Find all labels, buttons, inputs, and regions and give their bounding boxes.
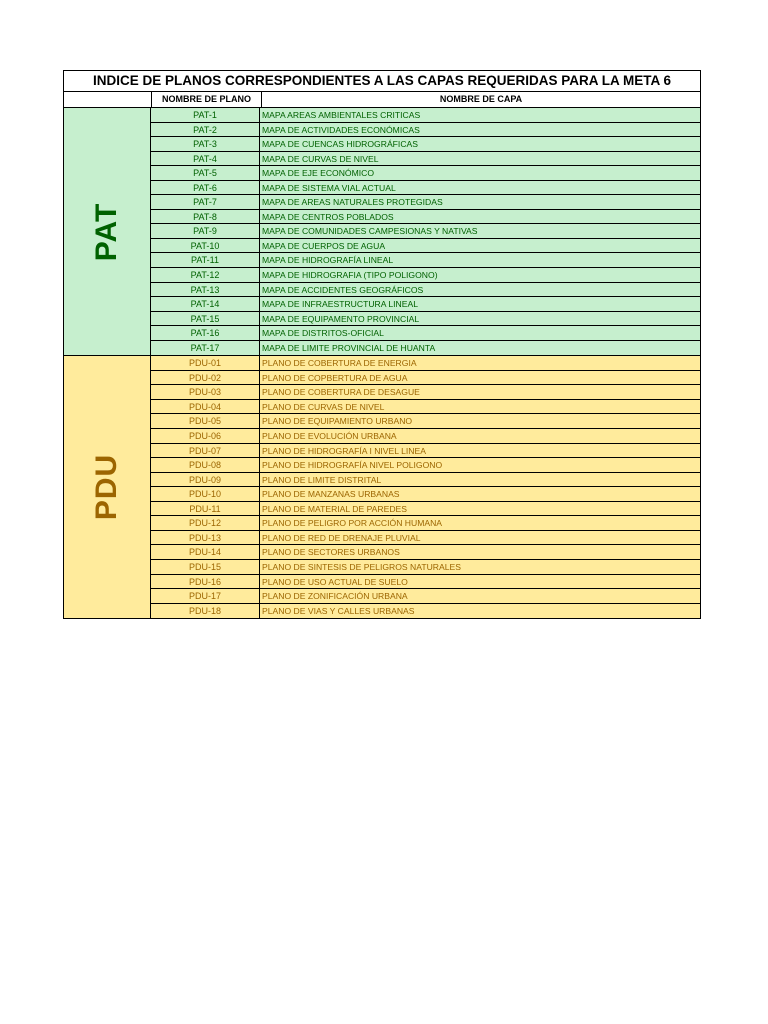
plano-code: PDU-17 bbox=[151, 589, 260, 603]
plano-code: PDU-18 bbox=[151, 604, 260, 619]
table-row bbox=[151, 268, 700, 283]
table-row bbox=[151, 224, 700, 239]
group-label: PAT bbox=[90, 202, 123, 261]
capa-name: MAPA DE AREAS NATURALES PROTEGIDAS bbox=[262, 197, 443, 208]
plano-code: PDU-04 bbox=[151, 400, 260, 414]
capa-name: MAPA DE INFRAESTRUCTURA LINEAL bbox=[262, 299, 418, 310]
plano-code: PDU-13 bbox=[151, 531, 260, 545]
table-row bbox=[151, 181, 700, 196]
plano-code: PDU-11 bbox=[151, 502, 260, 516]
capa-name: MAPA DE COMUNIDADES CAMPESIONAS Y NATIVAS bbox=[262, 226, 478, 237]
table-row bbox=[151, 589, 700, 604]
table-row bbox=[151, 297, 700, 312]
table-row bbox=[151, 137, 700, 152]
table-row bbox=[151, 429, 700, 444]
plano-code: PAT-11 bbox=[151, 253, 260, 267]
table-row bbox=[151, 253, 700, 268]
table-row bbox=[151, 341, 700, 356]
plano-code: PDU-15 bbox=[151, 560, 260, 574]
plano-code: PDU-05 bbox=[151, 414, 260, 428]
capa-name: PLANO DE EQUIPAMIENTO URBANO bbox=[262, 416, 413, 427]
capa-name: PLANO DE LIMITE DISTRITAL bbox=[262, 474, 382, 485]
capa-name: PLANO DE MATERIAL DE PAREDES bbox=[262, 503, 408, 514]
table-row bbox=[151, 545, 700, 560]
capa-name: PLANO DE COBERTURA DE DESAGUE bbox=[262, 387, 420, 398]
plano-code: PAT-10 bbox=[151, 239, 260, 253]
group-pat bbox=[64, 108, 700, 356]
capa-name: PLANO DE COPBERTURA DE AGUA bbox=[262, 372, 408, 383]
table-row bbox=[151, 239, 700, 254]
plano-code: PAT-12 bbox=[151, 268, 260, 282]
capa-name: MAPA DE EJE ECONÓMICO bbox=[262, 168, 375, 179]
table-row bbox=[151, 312, 700, 327]
capa-name: MAPA DE HIDROGRAFÍA LINEAL bbox=[262, 255, 394, 266]
table-row bbox=[151, 473, 700, 488]
plano-code: PAT-1 bbox=[151, 108, 260, 122]
plano-code: PAT-6 bbox=[151, 181, 260, 195]
table-row bbox=[151, 400, 700, 415]
index-table bbox=[63, 70, 701, 619]
plano-code: PDU-09 bbox=[151, 473, 260, 487]
table-row bbox=[151, 487, 700, 502]
plano-code: PAT-16 bbox=[151, 326, 260, 340]
table-row bbox=[151, 560, 700, 575]
header-capa: NOMBRE DE CAPA bbox=[439, 94, 523, 104]
table-row bbox=[151, 531, 700, 546]
plano-code: PAT-3 bbox=[151, 137, 260, 151]
table-row bbox=[151, 414, 700, 429]
capa-name: PLANO DE USO ACTUAL DE SUELO bbox=[262, 576, 408, 587]
plano-code: PDU-16 bbox=[151, 575, 260, 589]
table-row bbox=[151, 575, 700, 590]
plano-code: PDU-06 bbox=[151, 429, 260, 443]
capa-name: MAPA DE EQUIPAMENTO PROVINCIAL bbox=[262, 313, 420, 324]
plano-code: PDU-14 bbox=[151, 545, 260, 559]
capa-name: PLANO DE HIDROGRAFÍA NIVEL POLIGONO bbox=[262, 460, 443, 471]
capa-name: PLANO DE MANZANAS URBANAS bbox=[262, 489, 400, 500]
plano-code: PDU-02 bbox=[151, 371, 260, 385]
group-rows bbox=[151, 356, 700, 618]
table-row bbox=[151, 152, 700, 167]
plano-code: PDU-01 bbox=[151, 356, 260, 370]
group-pdu bbox=[64, 356, 700, 619]
table-row bbox=[151, 195, 700, 210]
capa-name: MAPA DE SISTEMA VIAL ACTUAL bbox=[262, 182, 396, 193]
plano-code: PAT-9 bbox=[151, 224, 260, 238]
capa-name: PLANO DE SINTESIS DE PELIGROS NATURALES bbox=[262, 561, 461, 572]
capa-name: MAPA DE DISTRITOS-OFICIAL bbox=[262, 328, 384, 339]
capa-name: PLANO DE PELIGRO POR ACCIÓN HUMANA bbox=[262, 518, 443, 529]
capa-name: PLANO DE COBERTURA DE ENERGIA bbox=[262, 358, 417, 369]
capa-name: PLANO DE VIAS Y CALLES URBANAS bbox=[262, 605, 415, 616]
capa-name: PLANO DE RED DE DRENAJE PLUVIAL bbox=[262, 532, 421, 543]
table-row bbox=[151, 283, 700, 298]
capa-name: MAPA DE CUERPOS DE AGUA bbox=[262, 240, 386, 251]
plano-code: PAT-4 bbox=[151, 152, 260, 166]
table-row bbox=[151, 123, 700, 138]
group-label-cell bbox=[64, 108, 151, 355]
capa-name: PLANO DE HIDROGRAFÍA I NIVEL LINEA bbox=[262, 445, 426, 456]
capa-name: MAPA DE LIMITE PROVINCIAL DE HUANTA bbox=[262, 342, 436, 353]
table-row bbox=[151, 604, 700, 619]
group-label-cell bbox=[64, 356, 151, 618]
header-row bbox=[64, 92, 700, 108]
capa-name: MAPA DE CURVAS DE NIVEL bbox=[262, 153, 379, 164]
plano-code: PAT-7 bbox=[151, 195, 260, 209]
capa-name: MAPA DE CENTROS POBLADOS bbox=[262, 211, 394, 222]
group-rows bbox=[151, 108, 700, 355]
plano-code: PDU-03 bbox=[151, 385, 260, 399]
table-row bbox=[151, 356, 700, 371]
plano-code: PDU-10 bbox=[151, 487, 260, 501]
table-row bbox=[151, 210, 700, 225]
table-row bbox=[151, 166, 700, 181]
capa-name: PLANO DE CURVAS DE NIVEL bbox=[262, 401, 385, 412]
plano-code: PDU-07 bbox=[151, 444, 260, 458]
plano-code: PAT-13 bbox=[151, 283, 260, 297]
plano-code: PAT-17 bbox=[151, 341, 260, 356]
capa-name: PLANO DE ZONIFICACIÓN URBANA bbox=[262, 591, 408, 602]
group-label: PDU bbox=[90, 454, 123, 521]
header-empty-cell bbox=[64, 92, 152, 107]
table-title: INDICE DE PLANOS CORRESPONDIENTES A LAS CAPAS REQUERIDAS PARA LA META 6 bbox=[64, 71, 700, 92]
capa-name: MAPA DE CUENCAS HIDROGRÁFICAS bbox=[262, 139, 418, 150]
table-row bbox=[151, 385, 700, 400]
table-row bbox=[151, 458, 700, 473]
table-row bbox=[151, 502, 700, 517]
capa-name: PLANO DE SECTORES URBANOS bbox=[262, 547, 400, 558]
header-plano: NOMBRE DE PLANO bbox=[152, 92, 262, 107]
capa-name: MAPA DE HIDROGRAFIA (TIPO POLIGONO) bbox=[262, 270, 438, 281]
plano-code: PDU-08 bbox=[151, 458, 260, 472]
plano-code: PDU-12 bbox=[151, 516, 260, 530]
table-row bbox=[151, 371, 700, 386]
capa-name: MAPA DE ACCIDENTES GEOGRÁFICOS bbox=[262, 284, 424, 295]
table-row bbox=[151, 326, 700, 341]
table-row bbox=[151, 444, 700, 459]
capa-name: MAPA DE ACTIVIDADES ECONÓMICAS bbox=[262, 124, 420, 135]
plano-code: PAT-8 bbox=[151, 210, 260, 224]
plano-code: PAT-5 bbox=[151, 166, 260, 180]
capa-name: PLANO DE EVOLUCIÓN URBANA bbox=[262, 431, 397, 442]
plano-code: PAT-14 bbox=[151, 297, 260, 311]
plano-code: PAT-2 bbox=[151, 123, 260, 137]
table-row bbox=[151, 108, 700, 123]
plano-code: PAT-15 bbox=[151, 312, 260, 326]
table-row bbox=[151, 516, 700, 531]
capa-name: MAPA AREAS AMBIENTALES CRITICAS bbox=[262, 110, 421, 120]
